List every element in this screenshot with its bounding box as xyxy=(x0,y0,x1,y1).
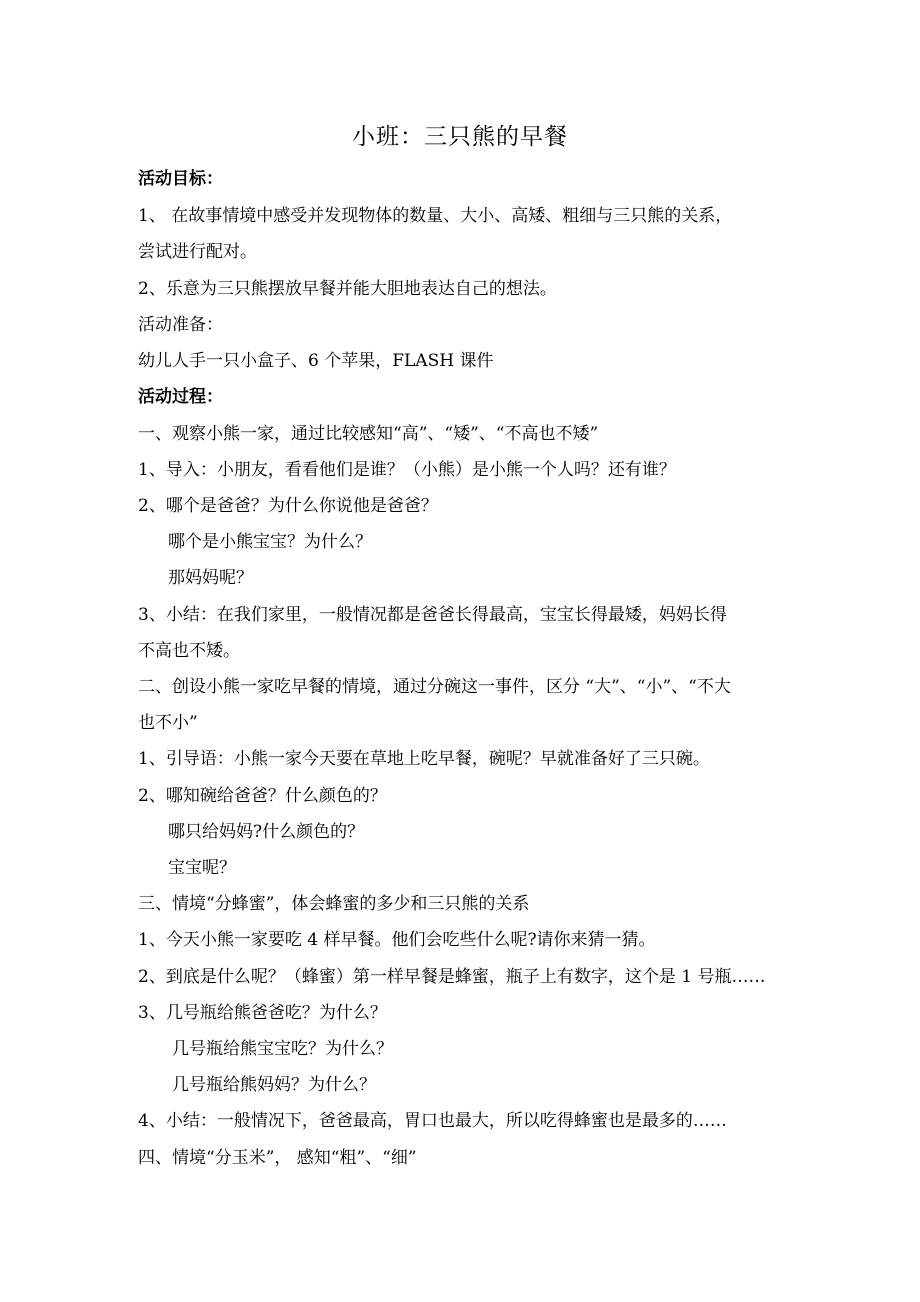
goal-item-2: 2、乐意为三只熊摆放早餐并能大胆地表达自己的想法。 xyxy=(138,279,557,299)
process-part-3-heading: 三、情境“分蜂蜜”，体会蜂蜜的多少和三只熊的关系 xyxy=(138,894,530,914)
process-part-3-item-3-question-b: 几号瓶给熊妈妈？为什么？ xyxy=(172,1075,376,1095)
section-heading-process: 活动过程： xyxy=(138,387,223,407)
process-part-3-item-3-question-a: 几号瓶给熊宝宝吃？为什么？ xyxy=(172,1039,393,1059)
process-part-1-item-3-continued: 不高也不矮。 xyxy=(138,641,240,661)
process-part-4-heading: 四、情境“分玉米”， 感知“粗”、“细” xyxy=(138,1148,417,1168)
process-part-1-heading: 一、观察小熊一家，通过比较感知“高”、“矮”、“不高也不矮” xyxy=(138,424,599,444)
process-part-2-heading: 二、创设小熊一家吃早餐的情境，通过分碗这一事件，区分 “大”、“小”、“不大 xyxy=(138,677,731,697)
section-heading-goals: 活动目标： xyxy=(138,169,223,189)
process-part-2-item-2: 2、哪知碗给爸爸？什么颜色的？ xyxy=(138,786,387,806)
process-part-3-item-2: 2、到底是什么呢？（蜂蜜）第一样早餐是蜂蜜，瓶子上有数字，这个是 1 号瓶…… xyxy=(138,967,766,987)
process-part-2-heading-continued: 也不小” xyxy=(138,713,198,733)
process-part-2-item-1: 1、引导语：小熊一家今天要在草地上吃早餐，碗呢？早就准备好了三只碗。 xyxy=(138,749,710,769)
process-part-1-item-1: 1、导入：小朋友，看看他们是谁？（小熊）是小熊一个人吗？还有谁？ xyxy=(138,460,676,480)
process-part-2-item-2-question-b: 宝宝呢？ xyxy=(168,858,236,878)
process-part-3-item-4: 4、小结：一般情况下，爸爸最高，胃口也最大，所以吃得蜂蜜也是最多的…… xyxy=(138,1111,727,1131)
process-part-1-item-3: 3、小结：在我们家里，一般情况都是爸爸长得最高，宝宝长得最矮，妈妈长得 xyxy=(138,605,727,625)
document-title: 小班：三只熊的早餐 xyxy=(352,124,568,150)
goal-item-1-continued: 尝试进行配对。 xyxy=(138,242,257,262)
process-part-2-item-2-question-a: 哪只给妈妈?什么颜色的？ xyxy=(168,822,365,842)
process-part-3-item-1: 1、今天小熊一家要吃 4 样早餐。他们会吃些什么呢?请你来猜一猜。 xyxy=(138,930,656,950)
process-part-1-item-2-question-b: 那妈妈呢？ xyxy=(168,568,253,588)
preparation-text: 幼儿人手一只小盒子、6 个苹果，FLASH 课件 xyxy=(138,351,494,371)
process-part-3-item-3: 3、几号瓶给熊爸爸吃？为什么？ xyxy=(138,1003,387,1023)
process-part-1-item-2: 2、哪个是爸爸？为什么你说他是爸爸？ xyxy=(138,496,438,516)
goal-item-1: 1、 在故事情境中感受并发现物体的数量、大小、高矮、粗细与三只熊的关系， xyxy=(138,206,733,226)
process-part-1-item-2-question-a: 哪个是小熊宝宝？为什么？ xyxy=(168,532,372,552)
section-heading-preparation: 活动准备： xyxy=(138,315,223,335)
